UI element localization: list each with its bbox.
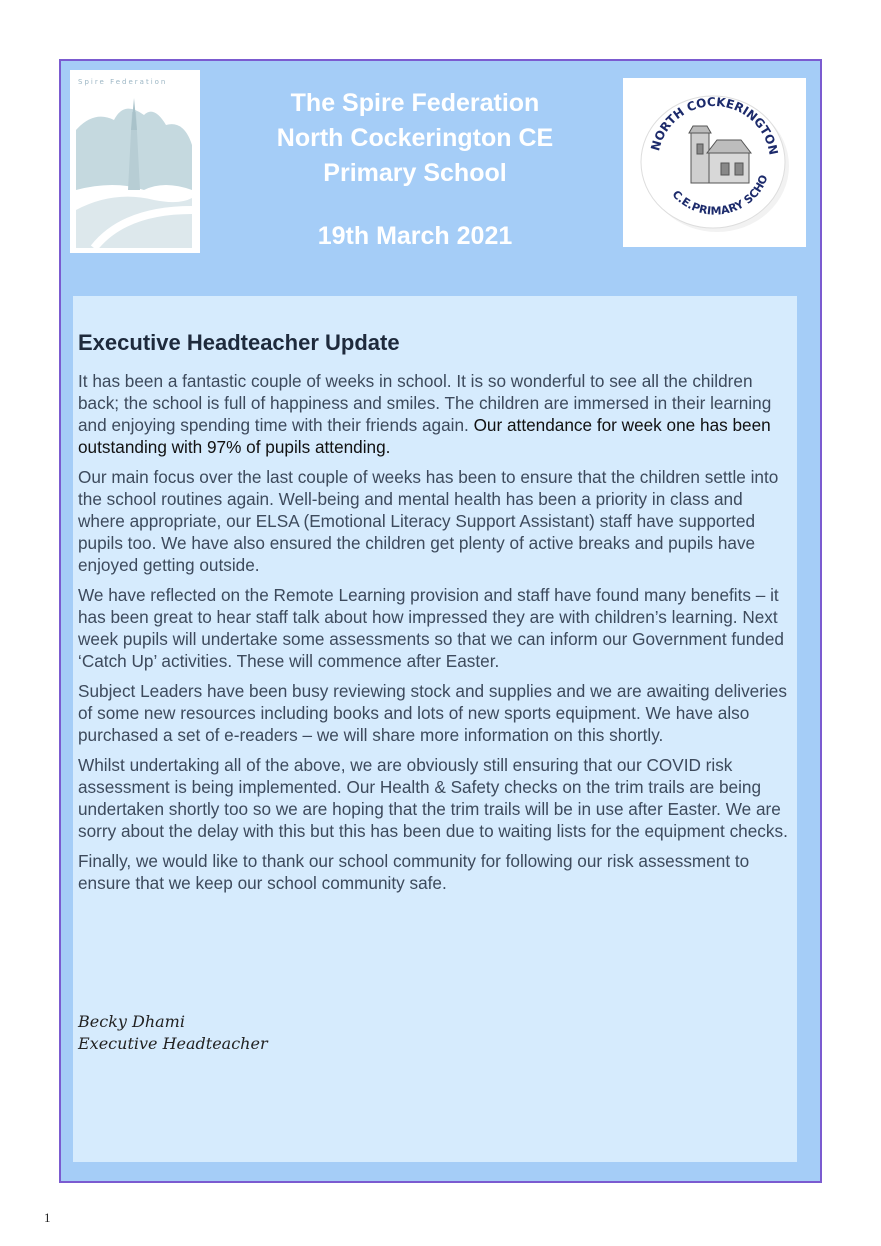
- paragraph-2: Our main focus over the last couple of weeks has been to ensure that the children settle into the school routines again. Well-being and mental health has been a priority in class and where appropriate, our ELSA (Emotional Literacy Support Assistant) staff have supported pupils too. We have also ensured the children get plenty of active breaks and pupils have enjoyed getting outside.: [78, 467, 779, 575]
- paragraph-4: Subject Leaders have been busy reviewing stock and supplies and we are awaiting deliveries of some new resources including books and lots of new sports equipment. We have also purchased a set of e-readers – we will share more information on this shortly.: [78, 681, 787, 745]
- newsletter-date: 19th March 2021: [317, 222, 513, 250]
- school-crest-logo: [623, 78, 806, 247]
- page-number: 1: [44, 1210, 51, 1225]
- signature-title: Executive Headteacher: [78, 1034, 268, 1053]
- paragraph-6: Finally, we would like to thank our school community for following our risk assessment to ensure that we keep our school community safe.: [78, 851, 750, 893]
- signature: [78, 1011, 268, 1055]
- crest-bottom-text: C.E.PRIMARY SCHO: [669, 173, 771, 218]
- title-line-1: The Spire Federation: [290, 89, 540, 117]
- signature-name: Becky Dhami: [78, 1012, 185, 1031]
- article-heading: Executive Headteacher Update: [78, 330, 400, 355]
- article-body: [78, 370, 793, 902]
- paragraph-3: We have reflected on the Remote Learning provision and staff have found many benefits – it has been great to hear staff talk about how impressed they are with children’s learning. Next week pupils will undertake some assessments so that we can inform our Government funded ‘Catch Up’ activities. These will commence after Easter.: [78, 585, 784, 671]
- title-line-3: Primary School: [323, 159, 507, 187]
- school-crest-icon: [623, 78, 806, 247]
- crest-top-text: NORTH COCKERINGTON: [648, 94, 781, 157]
- spire-landscape-icon: [74, 90, 196, 248]
- logo-caption: Spire Federation: [78, 78, 168, 86]
- paragraph-1: [78, 370, 793, 458]
- paragraph-1-a: It has been a fantastic couple of weeks in school. It is so wonderful to see all the children back; the school is full of happiness and smiles. The children are immersed in their learning and enjoying spending time with their friends again.: [78, 371, 772, 435]
- spire-federation-logo: [70, 70, 200, 253]
- newsletter-title: [230, 86, 600, 191]
- paragraph-5: Whilst undertaking all of the above, we are obviously still ensuring that our COVID risk assessment is being implemented. Our Health & Safety checks on the trim trails are being undertaken shortly too so we are hoping that the trim trails will be in use after Easter. We are sorry about the delay with this but this has been due to waiting lists for the equipment checks.: [78, 755, 788, 841]
- title-line-2: North Cockerington CE: [276, 124, 554, 152]
- paragraph-1-b: Our attendance for week one has been outstanding with 97% of pupils attending.: [78, 415, 771, 457]
